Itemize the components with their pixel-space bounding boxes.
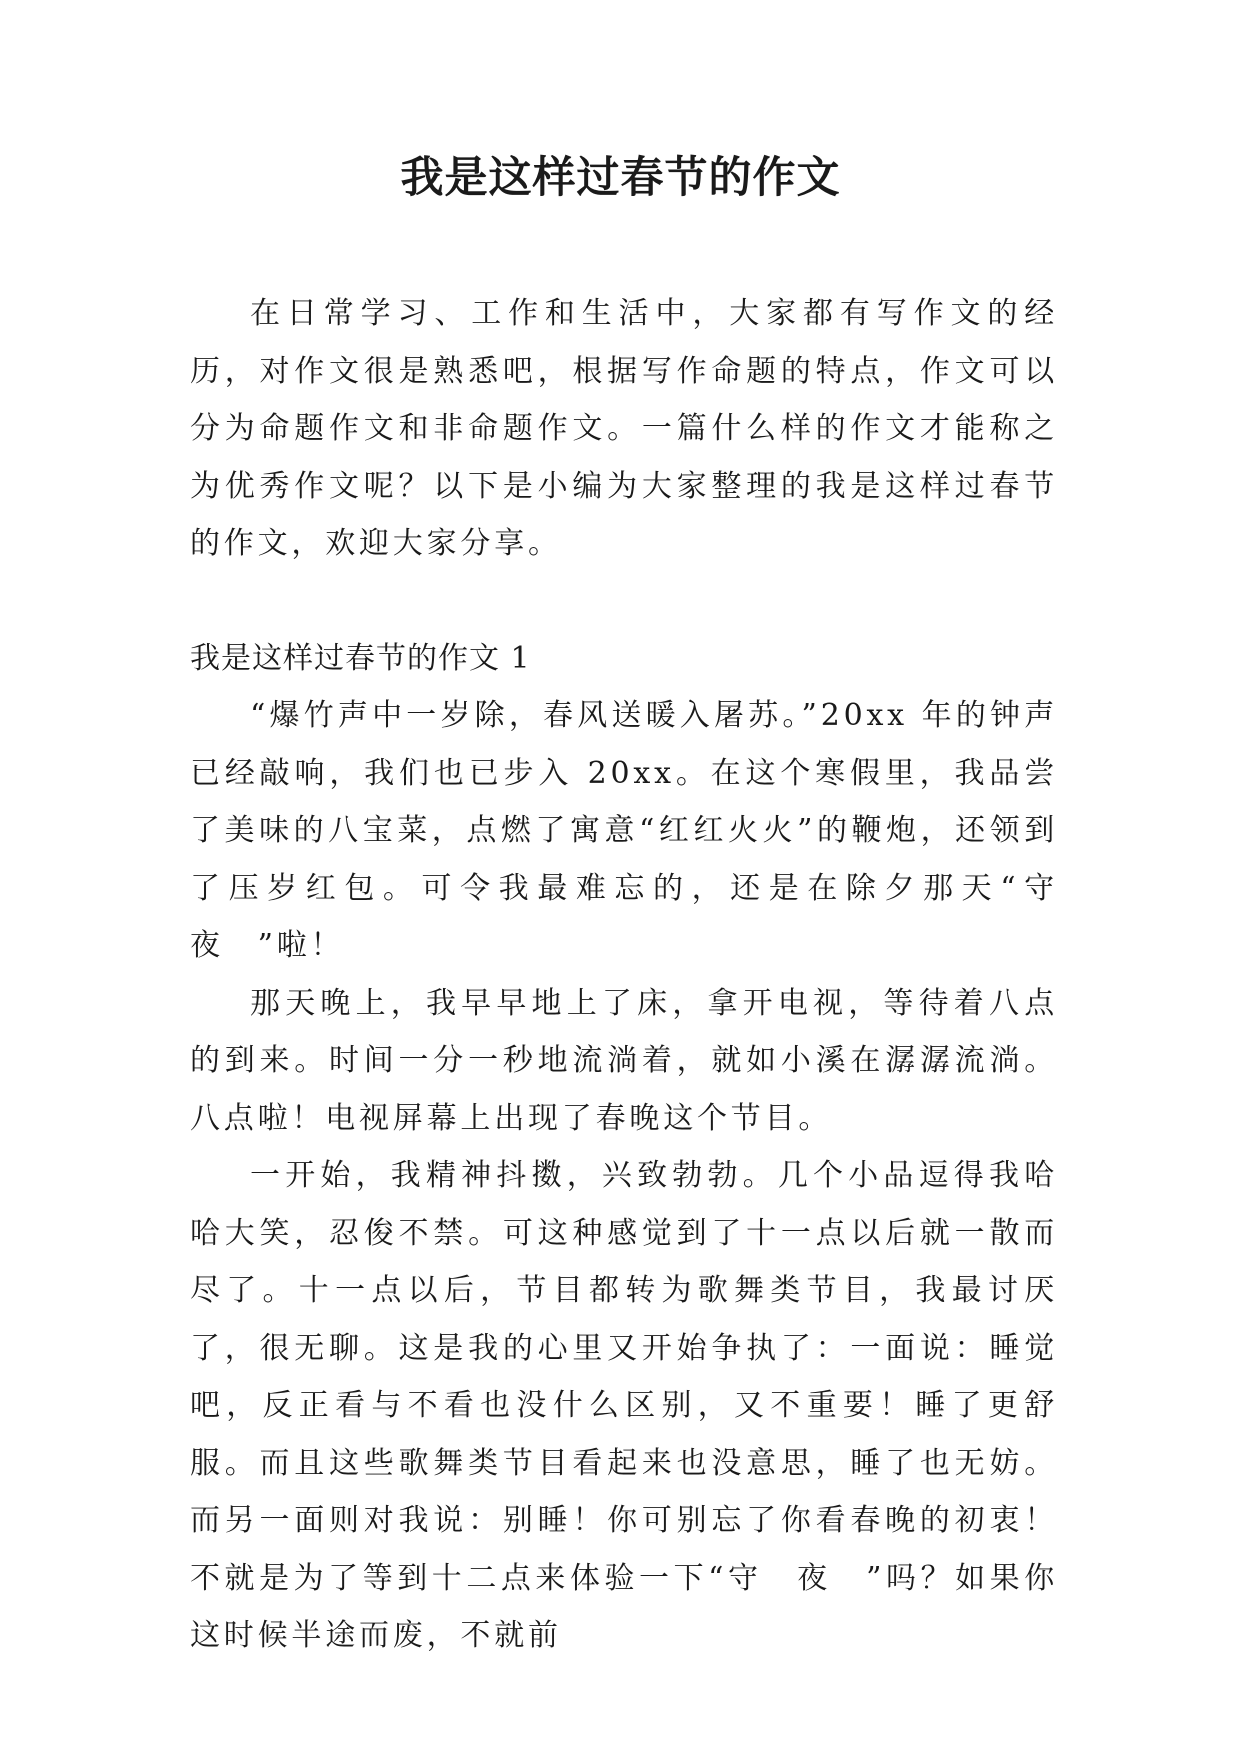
body-paragraph-2: 那天晚上，我早早地上了床，拿开电视，等待着八点的到来。时间一分一秒地流淌着，就如小溪在潺潺流淌。八点啦！电视屏幕上出现了春晚这个节目。 [190,985,1058,1136]
document-title: 我是这样过春节的作文 [400,153,841,203]
body-paragraph-3: 一开始，我精神抖擞，兴致勃勃。几个小品逗得我哈哈大笑，忍俊不禁。可这种感觉到了十一点以后就一散而尽了。十一点以后，节目都转为歌舞类节目，我最讨厌了，很无聊。这是我的心里又开始争执了：一面说：睡觉吧，反正看与不看也没什么区别，又不重要！睡了更舒服。而且这些歌舞类节目看起来也没意思，睡了也无妨。而另一面则对我说：别睡！你可别忘了你看春晚的初衷！不就是为了等到十二点来体验一下“守 夜 ”吗？如果你这时候半途而废，不就前 [190,1158,1058,1653]
body-paragraph-1: “爆竹声中一岁除，春风送暖入屠苏。”20xx 年的钟声已经敲响，我们也已步入 20xx。在这个寒假里，我品尝了美味的八宝菜，点燃了寓意“红红火火”的鞭炮，还领到了压岁红包。可令我最难忘的，还是在除夕那天“守 夜 ”啦！ [190,698,1092,963]
section-heading: 我是这样过春节的作文 1 [190,640,531,676]
document-body [190,285,1092,1665]
intro-paragraph: 在日常学习、工作和生活中，大家都有写作文的经历，对作文很是熟悉吧，根据写作命题的特点，作文可以分为命题作文和非命题作文。一篇什么样的作文才能称之为优秀作文呢？以下是小编为大家整理的我是这样过春节的作文，欢迎大家分享。 [190,296,1058,561]
